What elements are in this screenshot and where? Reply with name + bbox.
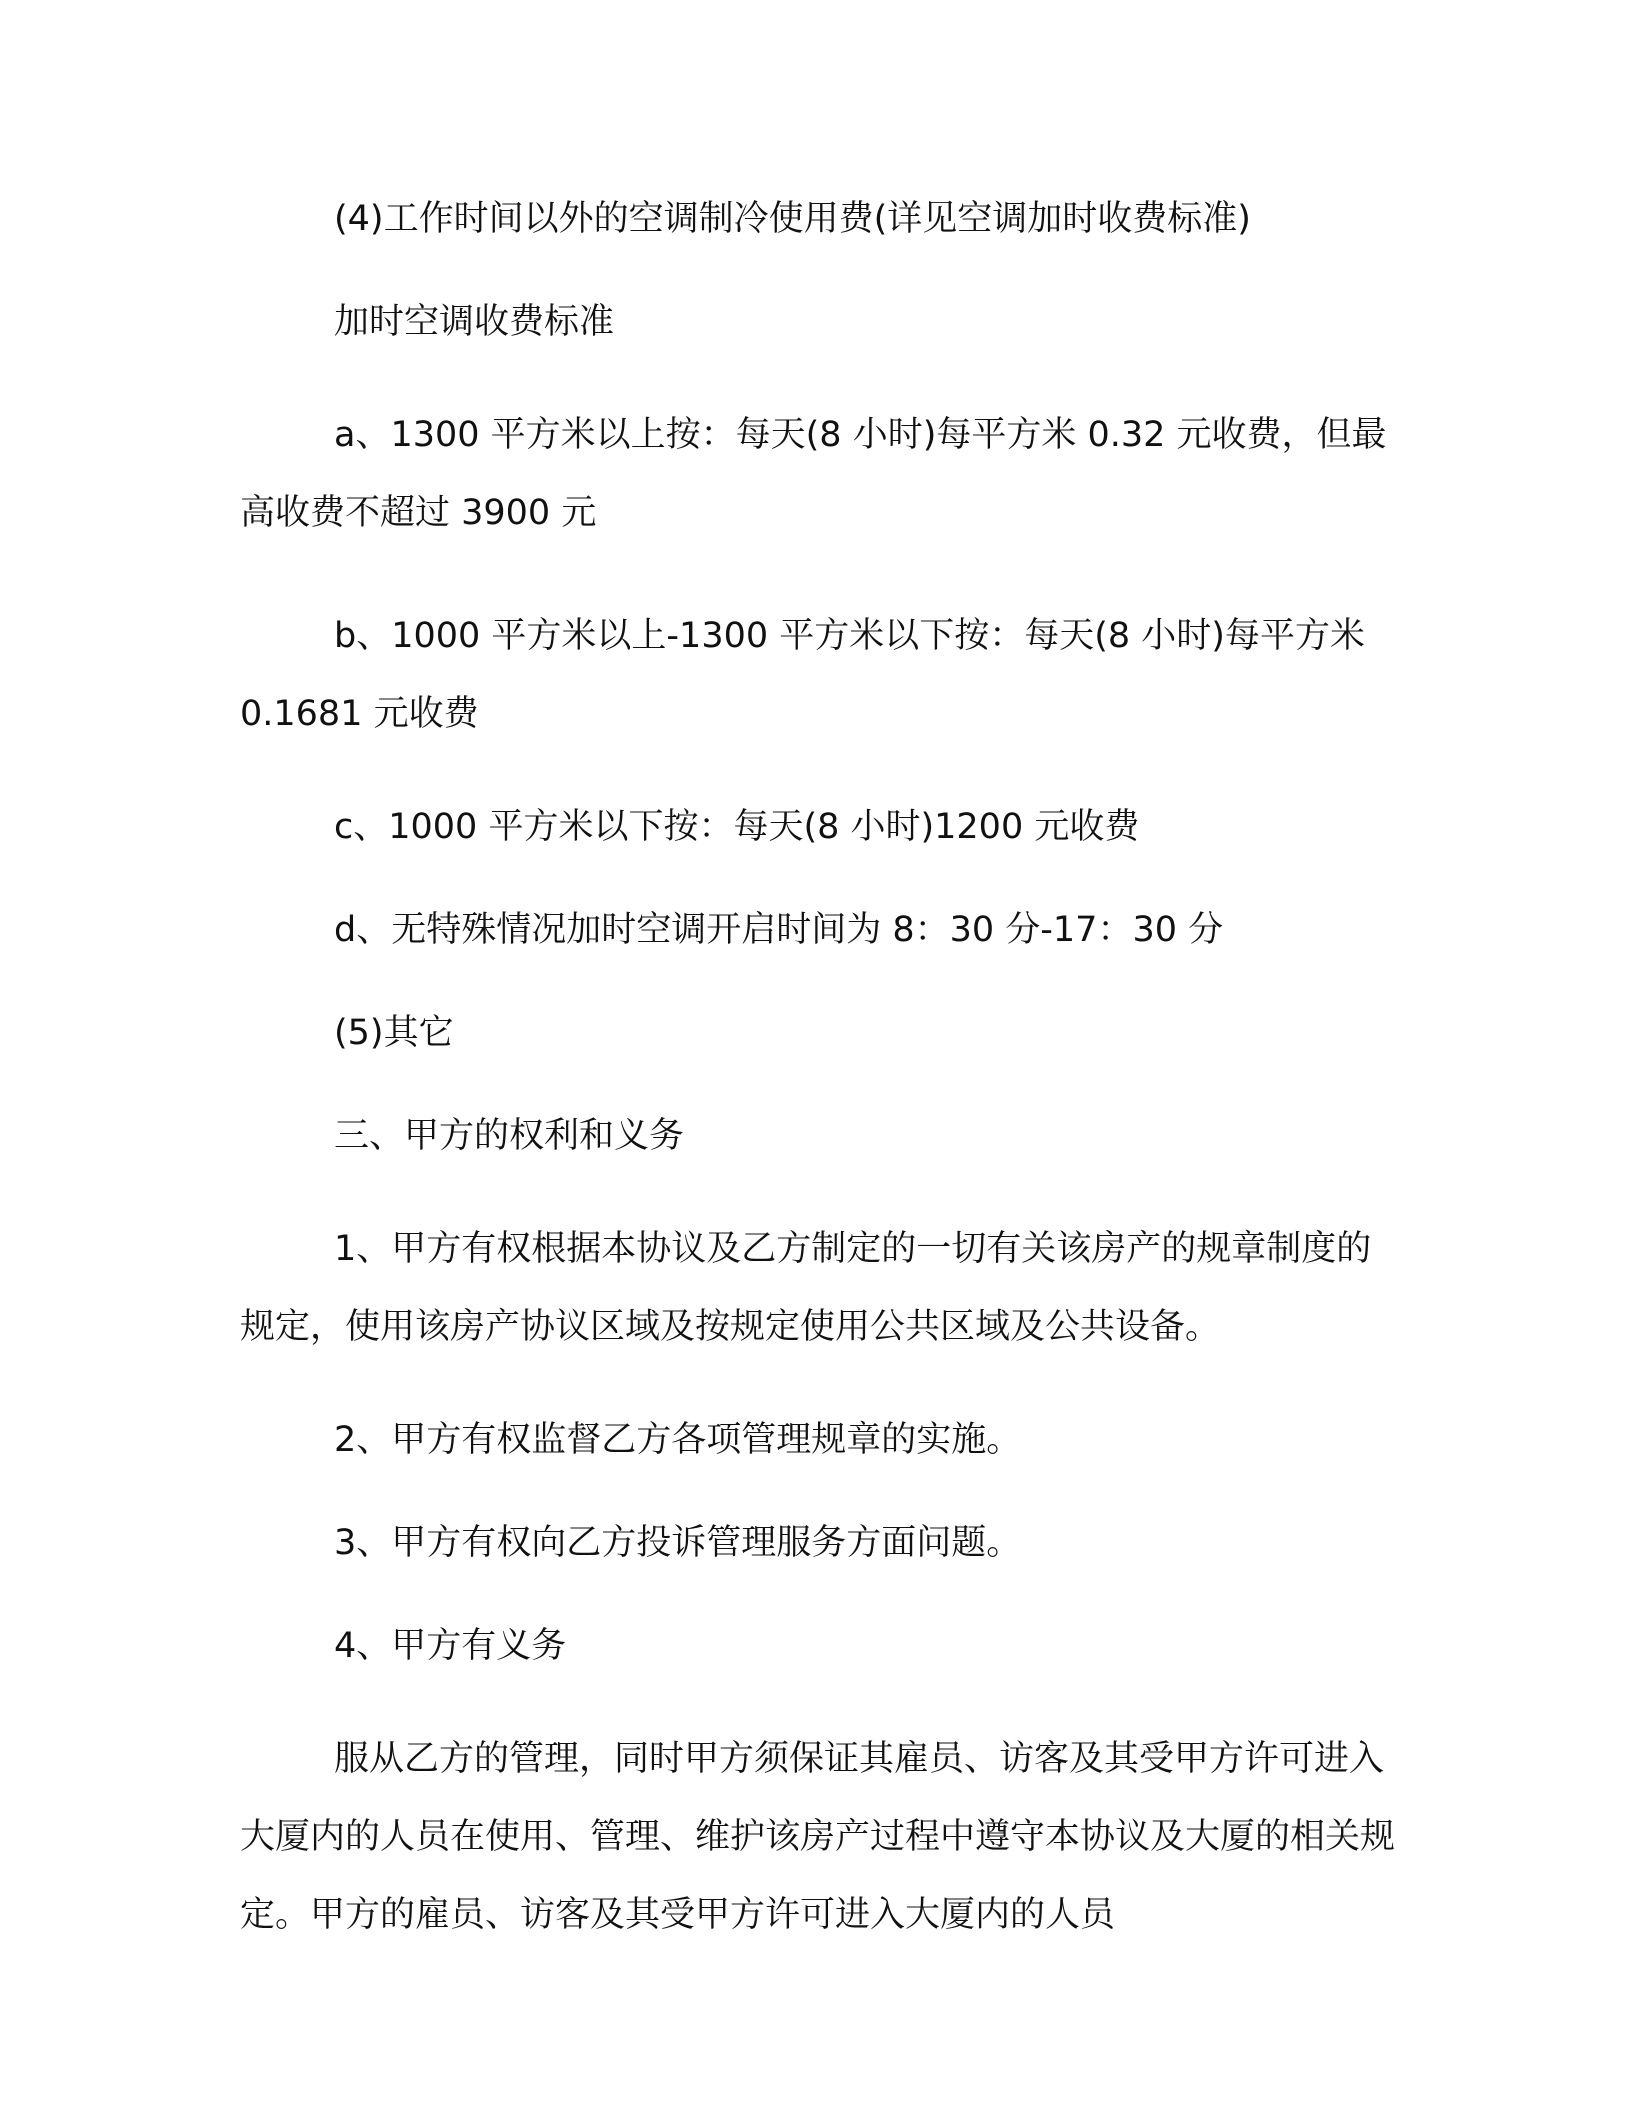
paragraph-rate-d: d、无特殊情况加时空调开启时间为 8：30 分-17：30 分	[334, 910, 1224, 950]
paragraph-rate-a: a、1300 平方米以上按：每天(8 小时)每平方米 0.32 元收费，但最高收费不超过 3900 元	[240, 415, 1387, 533]
paragraph-duty-detail: 服从乙方的管理，同时甲方须保证其雇员、访客及其受甲方许可进入大厦内的人员在使用、管理、维护该房产过程中遵守本协议及大厦的相关规定。甲方的雇员、访客及其受甲方许可进入大厦内的人员	[240, 1739, 1396, 1935]
paragraph-right-2: 2、甲方有权监督乙方各项管理规章的实施。	[334, 1420, 1022, 1460]
paragraph-right-1: 1、甲方有权根据本协议及乙方制定的一切有关该房产的规章制度的规定，使用该房产协议区域及按规定使用公共区域及公共设备。	[240, 1229, 1372, 1347]
paragraph-right-3: 3、甲方有权向乙方投诉管理服务方面问题。	[334, 1523, 1022, 1563]
paragraph-rate-b: b、1000 平方米以上-1300 平方米以下按：每天(8 小时)每平方米 0.1681 元收费	[240, 616, 1365, 734]
paragraph-other: (5)其它	[334, 1013, 454, 1053]
paragraph-duty-4: 4、甲方有义务	[334, 1626, 567, 1666]
paragraph-ac-overtime-fee: (4)工作时间以外的空调制冷使用费(详见空调加时收费标准)	[334, 199, 1251, 239]
paragraph-rate-c: c、1000 平方米以下按：每天(8 小时)1200 元收费	[334, 807, 1140, 847]
paragraph-ac-standard-heading: 加时空调收费标准	[334, 302, 615, 342]
document-body	[240, 190, 1400, 1999]
section-heading-rights-duties: 三、甲方的权利和义务	[334, 1116, 685, 1156]
